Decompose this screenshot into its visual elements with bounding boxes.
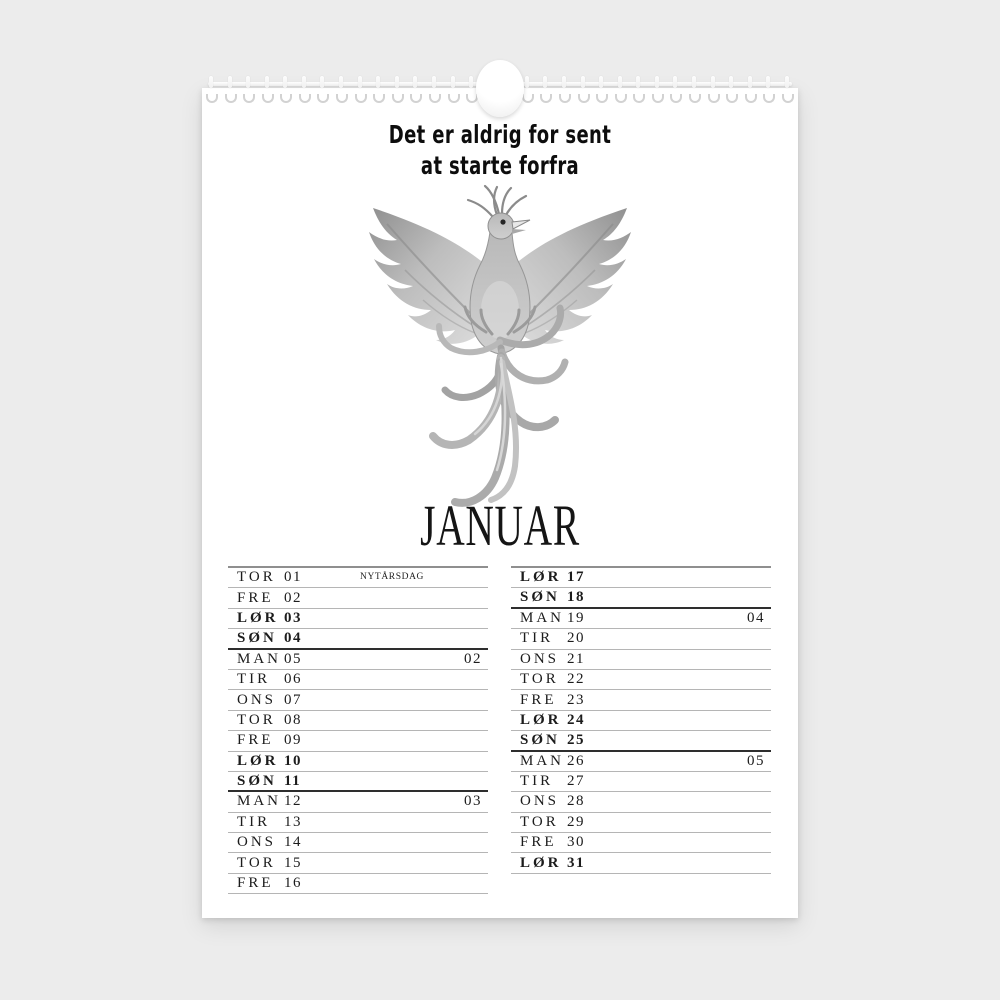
calendar-row (228, 792, 488, 812)
date-number: 06 (284, 671, 302, 688)
date-number: 19 (567, 609, 585, 626)
day-abbrev: FRE (237, 732, 274, 749)
phoenix-eye (500, 219, 505, 224)
day-abbrev: MAN (520, 609, 565, 626)
calendar-row (228, 609, 488, 629)
day-abbrev: TIR (237, 813, 271, 830)
calendar-row (511, 670, 771, 690)
quote-text (285, 119, 714, 181)
phoenix-body (470, 232, 530, 354)
phoenix-beak-upper (512, 220, 530, 229)
week-number: 05 (747, 752, 765, 769)
date-number: 04 (284, 629, 302, 646)
day-abbrev: ONS (237, 691, 277, 708)
week-number: 04 (747, 609, 765, 626)
date-number: 03 (284, 609, 302, 626)
calendar-row (511, 629, 771, 649)
calendar-row (511, 772, 771, 792)
hanger-ring (476, 60, 524, 117)
day-abbrev: TOR (520, 813, 559, 830)
calendar-row (228, 853, 488, 873)
holiday-note: NYTÅRSDAG (360, 572, 424, 583)
date-number: 11 (284, 772, 302, 789)
day-abbrev: FRE (237, 875, 274, 892)
calendar-row (228, 833, 488, 853)
date-number: 08 (284, 711, 302, 728)
calendar-row (511, 752, 771, 772)
day-abbrev: TOR (237, 854, 276, 871)
date-number: 28 (567, 793, 585, 810)
calendar-row (228, 690, 488, 710)
calendar-row (511, 650, 771, 670)
calendar-row (228, 568, 488, 588)
calendar-row (511, 711, 771, 731)
day-abbrev: TOR (520, 671, 559, 688)
calendar-row (511, 792, 771, 812)
calendar-row (228, 588, 488, 608)
phoenix-head (468, 186, 530, 239)
date-number: 21 (567, 650, 585, 667)
day-abbrev: TOR (237, 711, 276, 728)
day-abbrev: LØR (520, 854, 562, 871)
day-abbrev: SØN (520, 731, 560, 748)
date-number: 07 (284, 691, 302, 708)
day-abbrev: FRE (520, 834, 557, 851)
date-number: 10 (284, 752, 302, 769)
week-number: 02 (464, 650, 482, 667)
calendar-row (511, 690, 771, 710)
day-abbrev: ONS (237, 834, 277, 851)
phoenix-right-wing (514, 208, 631, 344)
quote-line-2: at starte forfra (420, 151, 580, 180)
calendar-row (511, 609, 771, 629)
calendar-row (511, 568, 771, 588)
date-number: 20 (567, 630, 585, 647)
date-number: 01 (284, 569, 302, 586)
date-number: 29 (567, 813, 585, 830)
phoenix-crest (468, 186, 526, 217)
date-number: 17 (567, 569, 585, 586)
day-abbrev: SØN (237, 629, 277, 646)
calendar-row (511, 588, 771, 608)
day-abbrev: TOR (237, 569, 276, 586)
month-title: JANUAR (420, 493, 580, 558)
date-number: 18 (567, 589, 585, 606)
calendar-row (228, 813, 488, 833)
phoenix-beak-lower (512, 229, 526, 234)
calendar-grid (228, 566, 771, 894)
day-abbrev: MAN (237, 650, 282, 667)
calendar-row (511, 833, 771, 853)
calendar-row (228, 650, 488, 670)
calendar-row (228, 629, 488, 649)
calendar-column-left (228, 566, 488, 894)
day-abbrev: LØR (237, 609, 279, 626)
day-abbrev: LØR (520, 711, 562, 728)
date-number: 05 (284, 650, 302, 667)
day-abbrev: TIR (520, 630, 554, 647)
date-number: 23 (567, 691, 585, 708)
date-number: 26 (567, 752, 585, 769)
calendar-row (511, 813, 771, 833)
day-abbrev: SØN (237, 772, 277, 789)
date-number: 15 (284, 854, 302, 871)
date-number: 09 (284, 732, 302, 749)
date-number: 24 (567, 711, 585, 728)
calendar-row (228, 874, 488, 894)
calendar-row (511, 731, 771, 751)
day-abbrev: MAN (237, 793, 282, 810)
day-abbrev: LØR (237, 752, 279, 769)
day-abbrev: TIR (520, 773, 554, 790)
quote-line-1: Det er aldrig for sent (388, 120, 612, 149)
date-number: 16 (284, 875, 302, 892)
date-number: 25 (567, 731, 585, 748)
day-abbrev: TIR (237, 671, 271, 688)
date-number: 02 (284, 589, 302, 606)
day-abbrev: LØR (520, 569, 562, 586)
calendar-column-right (511, 566, 771, 894)
day-abbrev: FRE (520, 691, 557, 708)
date-number: 30 (567, 834, 585, 851)
calendar-row (228, 772, 488, 792)
date-number: 22 (567, 671, 585, 688)
date-number: 14 (284, 834, 302, 851)
calendar-page (202, 88, 798, 918)
day-abbrev: ONS (520, 650, 560, 667)
date-number: 13 (284, 813, 302, 830)
phoenix-illustration (355, 182, 645, 512)
phoenix-left-wing (369, 208, 486, 344)
week-number: 03 (464, 793, 482, 810)
day-abbrev: FRE (237, 589, 274, 606)
day-abbrev: ONS (520, 793, 560, 810)
calendar-row (511, 853, 771, 873)
date-number: 12 (284, 793, 302, 810)
calendar-row (228, 711, 488, 731)
date-number: 27 (567, 773, 585, 790)
day-abbrev: MAN (520, 752, 565, 769)
date-number: 31 (567, 854, 585, 871)
calendar-row (228, 670, 488, 690)
day-abbrev: SØN (520, 589, 560, 606)
calendar-row (228, 752, 488, 772)
calendar-row (228, 731, 488, 751)
